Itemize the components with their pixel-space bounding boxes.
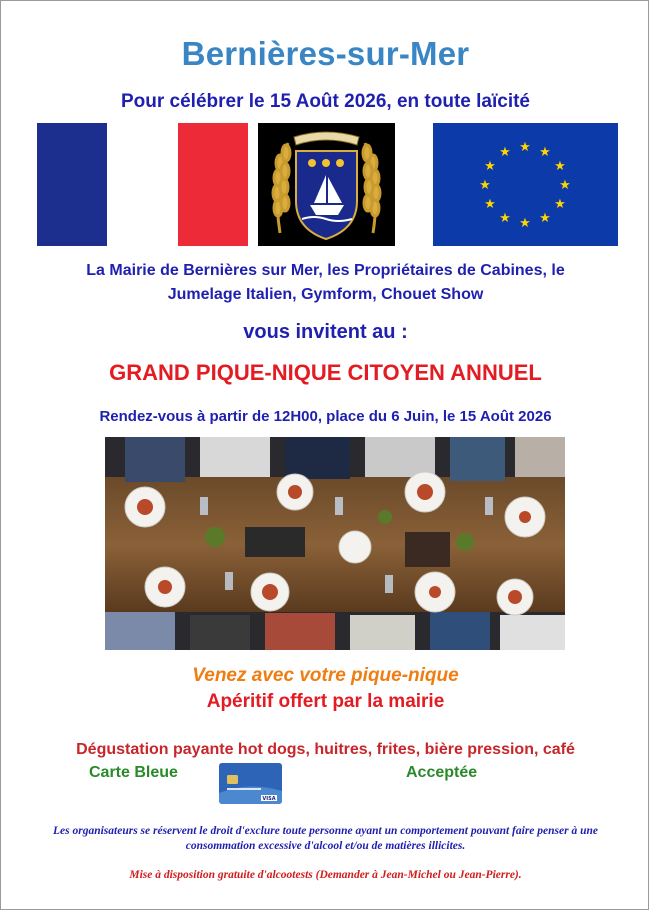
svg-text:★: ★ (554, 197, 566, 212)
aperitif-text: Apéritif offert par la mairie (206, 691, 445, 712)
bring-picnic-text: Venez avec votre pique-nique (192, 665, 459, 686)
event-name: GRAND PIQUE-NIQUE CITOYEN ANNUEL (109, 360, 542, 385)
svg-text:★: ★ (479, 178, 491, 193)
page-subtitle: Pour célébrer le 15 Août 2026, en toute laïcité (120, 91, 530, 112)
rendezvous-text: Rendez-vous à partir de 12H00, place du 6 Juin, le 15 Août 2026 (99, 408, 552, 425)
tasting-text: Dégustation payante hot dogs, huitres, frites, bière pression, café (76, 741, 575, 758)
svg-text:★: ★ (554, 159, 566, 174)
svg-text:★: ★ (519, 216, 531, 231)
svg-text:★: ★ (499, 211, 511, 226)
breathalyzer-text: Mise à disposition gratuite d'alcootests (Demander à Jean-Michel ou Jean-Pierre). (129, 869, 522, 881)
svg-text:★: ★ (539, 145, 551, 160)
disclaimer-text: Les organisateurs se réservent le droit d'exclure toute personne ayant un comportement pouvant faire penser à une consommation excessive d'alcool et/ou de matières illicites. (53, 825, 598, 852)
svg-text:★: ★ (499, 145, 511, 160)
card-label: Carte Bleue (89, 764, 178, 781)
credit-card-icon (219, 763, 282, 804)
french-flag-icon (37, 123, 248, 246)
invite-text: vous invitent au : (243, 321, 408, 343)
organizers-text: La Mairie de Bernières sur Mer, les Propriétaires de Cabines, le Jumelage Italien, Gymform, Chouet Show (86, 262, 565, 303)
svg-text:★: ★ (539, 211, 551, 226)
svg-text:★: ★ (484, 159, 496, 174)
town-crest-icon (258, 123, 395, 246)
visa-brand: VISA (262, 796, 276, 802)
svg-text:★: ★ (559, 178, 571, 193)
picnic-table-photo (105, 437, 565, 650)
svg-text:★: ★ (484, 197, 496, 212)
page-title: Bernières-sur-Mer (181, 35, 470, 72)
card-accepted-label: Acceptée (406, 764, 478, 781)
svg-text:★: ★ (519, 140, 531, 155)
eu-flag-icon (433, 123, 618, 246)
